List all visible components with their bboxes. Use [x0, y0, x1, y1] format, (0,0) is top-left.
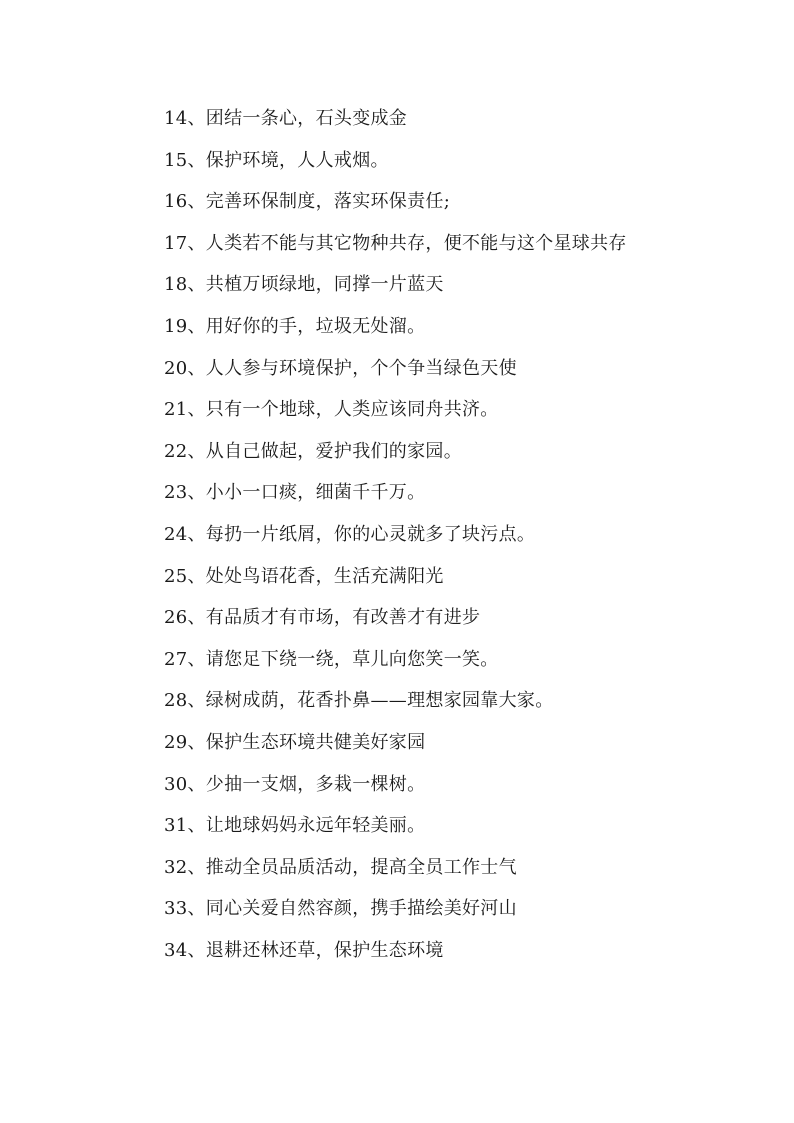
list-item: 28、绿树成荫，花香扑鼻——理想家园靠大家。	[164, 690, 554, 712]
list-item: 31、让地球妈妈永远年轻美丽。	[164, 815, 426, 837]
list-item: 25、处处鸟语花香，生活充满阳光	[164, 565, 444, 587]
list-item: 19、用好你的手，垃圾无处溜。	[164, 315, 426, 337]
list-item: 24、每扔一片纸屑，你的心灵就多了块污点。	[164, 523, 536, 545]
list-item: 34、退耕还林还草，保护生态环境	[164, 939, 444, 961]
list-item: 14、团结一条心，石头变成金	[164, 108, 408, 129]
list-item: 27、请您足下绕一绕，草儿向您笑一笑。	[164, 648, 499, 670]
list-item: 20、人人参与环境保护，个个争当绿色天使	[164, 357, 517, 379]
list-item: 23、小小一口痰，细菌千千万。	[164, 482, 426, 504]
list-item: 21、只有一个地球，人类应该同舟共济。	[164, 399, 499, 421]
list-item: 33、同心关爱自然容颜，携手描绘美好河山	[164, 898, 517, 920]
list-item: 16、完善环保制度，落实环保责任;	[164, 191, 451, 213]
list-item: 22、从自己做起，爱护我们的家园。	[164, 440, 463, 462]
list-item: 15、保护环境，人人戒烟。	[164, 149, 389, 171]
list-item: 26、有品质才有市场，有改善才有进步	[164, 607, 481, 629]
list-item: 30、少抽一支烟，多栽一棵树。	[164, 773, 426, 795]
slogan-list	[119, 98, 679, 971]
list-item: 29、保护生态环境共健美好家园	[164, 731, 426, 753]
list-item: 32、推动全员品质活动，提高全员工作士气	[164, 856, 517, 878]
list-item: 17、人类若不能与其它物种共存，便不能与这个星球共存	[164, 232, 627, 254]
list-item: 18、共植万顷绿地，同撑一片蓝天	[164, 274, 444, 296]
